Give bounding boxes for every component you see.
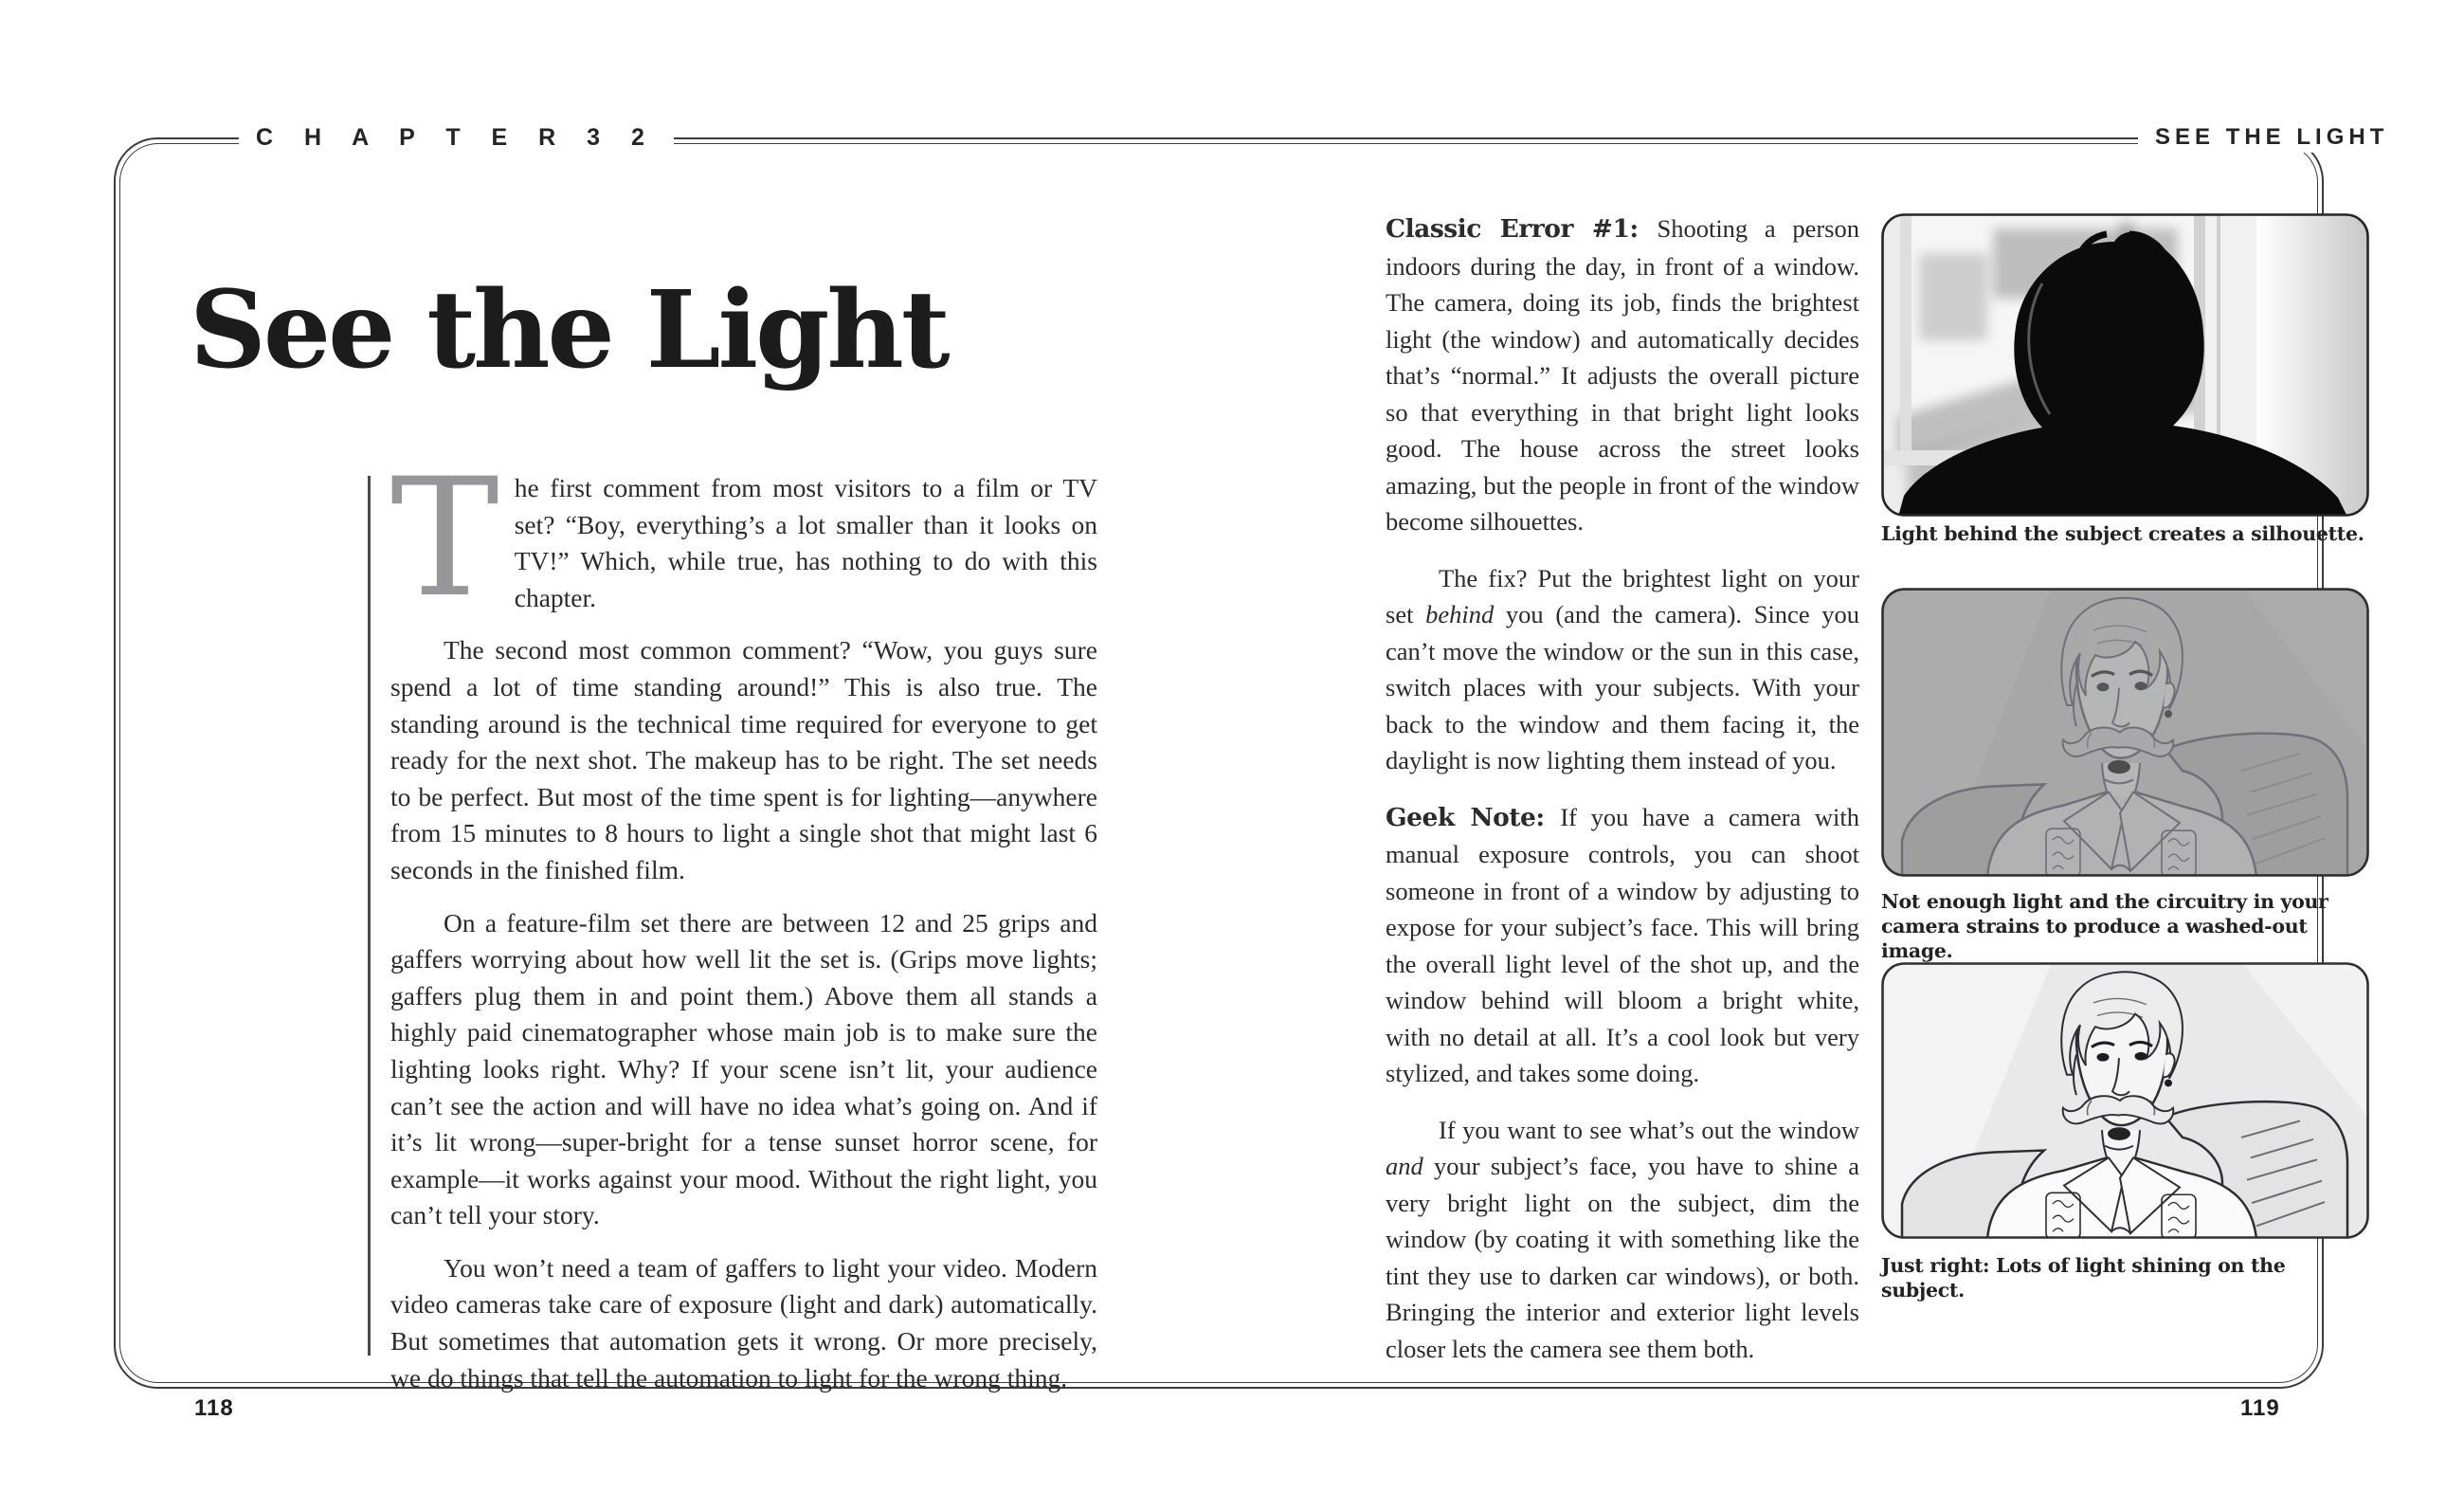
paragraph-text: you (and the camera). Since you can’t move the window or the sun in this case, switch places with your subjects. With your back to the window and them facing it, the daylight is now lighting them instead of you. [1386,600,1859,774]
figure-caption: Light behind the subject creates a silhouette. [1881,522,2364,545]
paragraph: You won’t need a team of gaffers to light your video. Modern video cameras take care of exposure (light and dark) automatically. But sometimes that automation gets it wrong. Or more precisely, we do things that tell the automation to light for the wrong thing. [390,1252,1097,1393]
opening-paragraph [390,443,1097,633]
figure-caption: Not enough light and the circuitry in your camera strains to produce a washed-out image. [1881,890,2328,962]
figure-caption: Just right: Lots of light shining on the subject. [1881,1254,2286,1302]
geek-note-paragraph [1386,799,1859,1092]
paragraph-text: your subject’s face, you have to shine a very bright light on the subject, dim the window (by coating it with something like the tint they use to darken car windows), or both. Bringing the interior and exterior light levels closer lets the camera see them both. [1386,1152,1859,1363]
paragraph-text: If you have a camera with manual exposure controls, you can shoot someone in front of a window by adjusting to expose for your subject’s face. This will bring the overall light level of the shot up, and the window behind will bloom a bright white, with no detail at all. It’s a cool look but very stylized, and takes some doing. [1386,802,1859,1087]
geek-note-lead: Geek Note: [1386,802,1561,832]
left-text-column [390,443,1097,1412]
paragraph: The second most common comment? “Wow, you guys sure spend a lot of time standing around!” This is also true. The standing around is the technical time required for everyone to get ready for the next shot. The makeup has to be right. The set needs to be perfect. But most of the time spent is for lighting—anywhere from 15 minutes to 8 hours to light a single shot that might last 6 seconds in the finished film. [390,635,1097,884]
silhouette-illustration [1881,213,2369,517]
page-number-left: 118 [194,1395,234,1421]
drop-cap: T [390,443,499,633]
washed-out-image [1881,588,2369,877]
paragraph-text: The fix? Put the brightest light on your set [1386,563,1859,628]
fix-paragraph [1386,560,1859,779]
page-number-right: 119 [2240,1395,2280,1421]
well-lit-illustration [1881,962,2369,1239]
washed-out-illustration [1881,588,2369,877]
running-header: SEE THE LIGHT [2138,122,2405,153]
classic-error-paragraph [1386,210,1859,540]
paragraph-text: If you want to see what’s out the window [1439,1115,1859,1144]
paragraph-text: he first comment from most visitors to a film or TV set? “Boy, everything’s a lot smaller than it looks on TV!” Which, while true, has nothing to do with this chapter. [514,473,1097,612]
chapter-header: C H A P T E R 3 2 [239,122,674,153]
italic-word: behind [1425,600,1495,628]
well-lit-image [1881,962,2369,1239]
silhouette-image [1881,213,2369,517]
window-paragraph [1386,1112,1859,1368]
vertical-rule [368,476,371,1356]
page-title: See the Light [190,268,948,393]
italic-word: and [1386,1152,1423,1180]
paragraph-text: Shooting a person indoors during the day, in front of a window. The camera, doing its job, finds the brightest light (the window) and automatically decides that’s “normal.” It adjusts the overall picture so that everything in that bright light looks good. The house across the street looks amazing, but the people in front of the window become silhouettes. [1386,214,1859,536]
paragraph: On a feature-film set there are between 12 and 25 grips and gaffers worrying about how well lit the set is. (Grips move lights; gaffers plug them in and point them.) Above them all stands a highly paid cinematographer whose main job is to make sure the lighting looks right. Why? If your scene isn’t lit, your audience can’t see the action and will have no idea what’s going on. And if it’s lit wrong—super-bright for a tense sunset horror scene, for example—it works against your mood. Without the right light, you can’t tell your story. [390,907,1097,1230]
classic-error-lead: Classic Error #1: [1386,214,1658,244]
right-text-column [1386,210,1859,1387]
